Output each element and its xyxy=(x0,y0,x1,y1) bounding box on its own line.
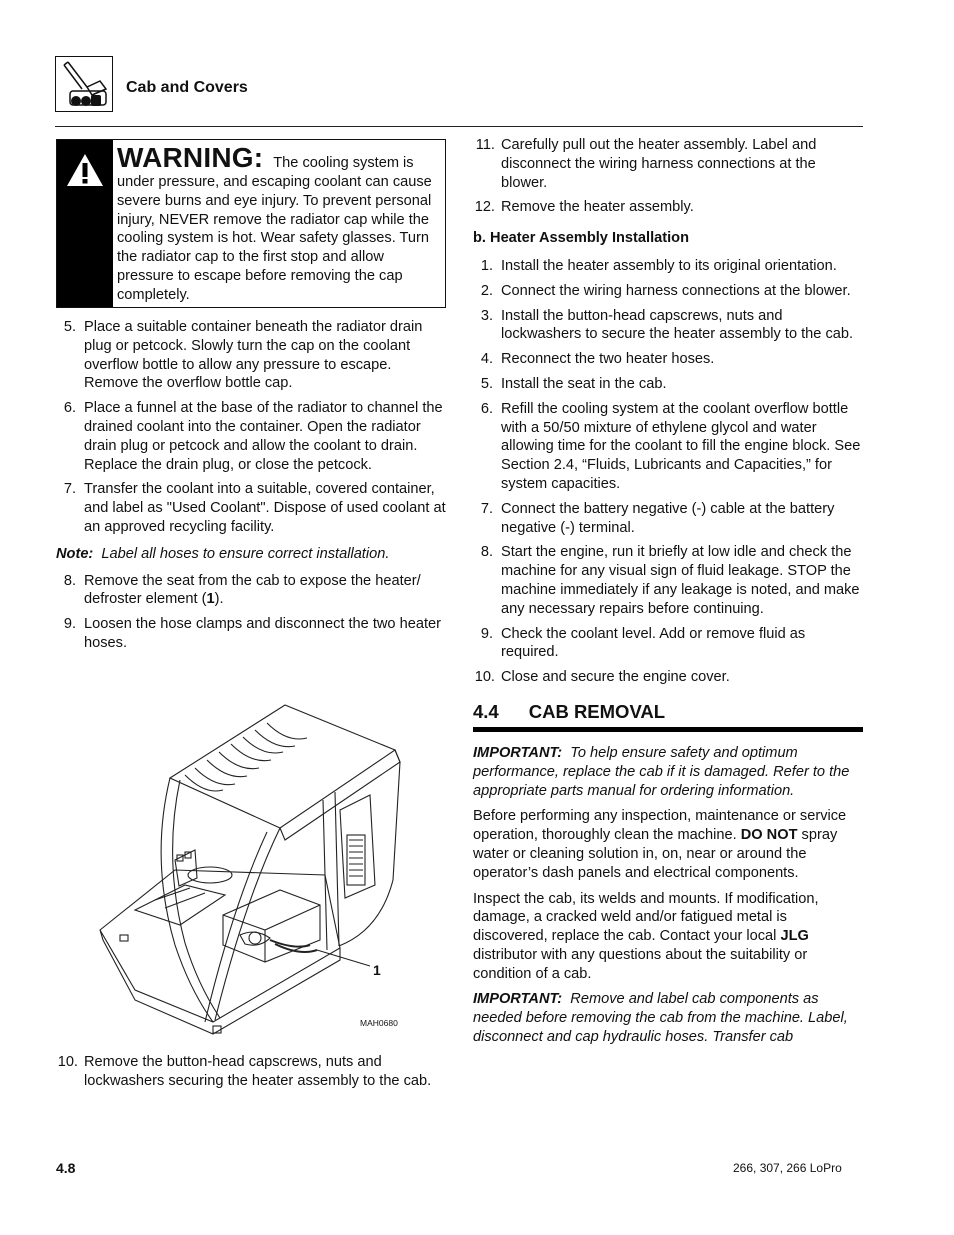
step-text: Place a funnel at the base of the radiator to channel the drained coolant into the container. Open the radiator drain plug or petcock and allow the coolant to drain. Replace the drain plug, or close the petcock. xyxy=(84,400,443,473)
list-item xyxy=(473,400,863,494)
step-text: Reconnect the two heater hoses. xyxy=(501,351,715,368)
cab-heater-figure xyxy=(95,700,425,1040)
note-text: Label all hoses to ensure correct installation. xyxy=(101,545,390,562)
page-header-title: Cab and Covers xyxy=(126,79,248,96)
warning-body xyxy=(117,143,439,305)
step-text: Transfer the coolant into a suitable, covered container, and label as "Used Coolant". Dispose of used coolant at an approved recycling facility. xyxy=(84,481,446,535)
important-label: IMPORTANT: xyxy=(473,991,563,1008)
left-column-top xyxy=(56,318,446,659)
important-note xyxy=(473,744,863,800)
list-item xyxy=(473,136,863,192)
step-number: 9. xyxy=(480,625,493,642)
warning-box xyxy=(56,139,446,308)
step-text: Carefully pull out the heater assembly. Label and disconnect the wiring harness connections at the blower. xyxy=(501,137,817,191)
list-item xyxy=(473,350,863,369)
note-label: Note: xyxy=(56,545,94,562)
left-column-bottom xyxy=(56,1053,446,1097)
step-text: Remove the button-head capscrews, nuts and lockwashers securing the heater assembly to the cab. xyxy=(84,1054,432,1089)
list-item xyxy=(56,318,446,393)
figure-callout: 1 xyxy=(373,962,381,978)
step-number: 6. xyxy=(63,400,76,417)
list-item xyxy=(473,282,863,301)
page-number: 4.8 xyxy=(56,1160,76,1176)
list-item xyxy=(56,399,446,474)
step-number: 7. xyxy=(63,481,76,498)
section-number: 4.4 xyxy=(473,700,499,722)
list-item xyxy=(473,375,863,394)
step-number: 10. xyxy=(57,1054,78,1070)
list-item xyxy=(473,198,863,217)
important-note xyxy=(473,990,863,1046)
model-list: 266, 307, 266 LoPro xyxy=(733,1161,842,1175)
step-number: 10. xyxy=(474,669,495,686)
paragraph-text-end: distributor with any questions about the suitability or condition of a cab. xyxy=(473,946,808,982)
paragraph-text: Inspect the cab, its welds and mounts. If modification, damage, a cracked weld and/or fatigued metal is discovered, replace the cab. Contact your local xyxy=(473,890,819,945)
step-text: Refill the cooling system at the coolant overflow bottle with a 50/50 mixture of ethylene glycol and water allowing time for the coolant to fill the engine block. See Section 2.4, “Fluids, Lubricants and Capacities,” for system capacities. xyxy=(501,400,861,492)
list-item xyxy=(473,500,863,538)
step-number: 2. xyxy=(480,282,493,299)
list-item xyxy=(56,480,446,536)
step-text: Install the seat in the cab. xyxy=(501,375,667,392)
figure-code: MAH0680 xyxy=(360,1018,398,1028)
section-heading xyxy=(473,700,863,725)
list-item xyxy=(473,668,863,687)
important-text: Remove and label cab components as needed before removing the cab from the machine. Label, disconnect and cap hydraulic hoses. Transfer cab xyxy=(473,991,848,1046)
warning-heading: WARNING: xyxy=(117,142,264,173)
step-text: Install the heater assembly to its original orientation. xyxy=(501,257,837,274)
step-number: 8. xyxy=(63,572,76,589)
step-text: Check the coolant level. Add or remove fluid as required. xyxy=(501,625,806,661)
important-text: To help ensure safety and optimum performance, replace the cab if it is damaged. Refer to the appropriate parts manual for ordering information. xyxy=(473,744,850,799)
section-rule xyxy=(473,727,863,732)
machine-logo-icon xyxy=(55,56,113,112)
list-item xyxy=(56,1053,446,1091)
step-text: Place a suitable container beneath the radiator drain plug or petcock. Slowly turn the cap on the coolant overflow bottle to allow any pressure to escape. Remove the overflow bottle cap. xyxy=(84,319,423,392)
step-number: 7. xyxy=(480,500,493,517)
important-label: IMPORTANT: xyxy=(473,744,563,761)
step-text: Start the engine, run it briefly at low idle and check the machine for any visual sign of fluid leakage. STOP the machine immediately if any leakage is noted, and make any necessary repairs before continuing. xyxy=(501,544,860,617)
paragraph xyxy=(473,807,863,882)
list-item xyxy=(473,307,863,345)
step-number: 1. xyxy=(480,257,493,274)
emphasis: JLG xyxy=(780,928,809,945)
step-text: Remove the heater assembly. xyxy=(501,199,694,216)
list-item xyxy=(473,257,863,276)
note xyxy=(56,545,446,564)
list-item xyxy=(473,543,863,618)
list-item xyxy=(56,615,446,653)
step-text: Install the button-head capscrews, nuts and lockwashers to secure the heater assembly to the cab. xyxy=(501,307,854,343)
paragraph-text: Before performing any inspection, maintenance or service operation, thoroughly clean the machine. xyxy=(473,808,847,844)
step-number: 6. xyxy=(480,400,493,417)
step-number: 3. xyxy=(480,307,493,324)
step-number: 12. xyxy=(474,199,495,216)
callout-ref: 1 xyxy=(206,591,215,608)
list-item xyxy=(473,625,863,663)
list-item xyxy=(56,572,446,610)
step-number: 9. xyxy=(63,616,76,633)
step-number: 11. xyxy=(475,137,495,153)
step-text: Close and secure the engine cover. xyxy=(501,669,730,686)
step-number: 8. xyxy=(480,544,493,561)
step-text: Remove the seat from the cab to expose the heater/ defroster element ( xyxy=(84,572,421,608)
section-title: CAB REMOVAL xyxy=(528,700,666,722)
right-column xyxy=(473,136,863,1054)
header-divider xyxy=(55,126,863,127)
step-number: 4. xyxy=(480,351,493,368)
step-number: 5. xyxy=(63,319,76,335)
subsection-heading: b. Heater Assembly Installation xyxy=(473,230,689,247)
paragraph-text-end: spray water or cleaning solution in, on, near or around the operator’s dash panels and electrical components. xyxy=(473,827,838,881)
paragraph xyxy=(473,890,863,984)
step-text: Loosen the hose clamps and disconnect the two heater hoses. xyxy=(84,616,441,651)
warning-stripe xyxy=(57,140,113,307)
emphasis: DO NOT xyxy=(740,827,798,844)
warning-triangle-icon xyxy=(65,152,105,188)
step-number: 5. xyxy=(480,375,493,392)
warning-text: The cooling system is under pressure, and escaping coolant can cause severe burns and eye injury. To prevent personal injury, NEVER remove the radiator cap while the cooling system is hot. Wear safety glasses. Turn the radiator cap to the first stop and allow pressure to escape before removing the cap completely. xyxy=(117,155,432,303)
step-text: Connect the battery negative (-) cable at the battery negative (-) terminal. xyxy=(501,500,835,536)
step-text-end: ). xyxy=(214,591,224,608)
step-text: Connect the wiring harness connections at the blower. xyxy=(501,282,851,299)
